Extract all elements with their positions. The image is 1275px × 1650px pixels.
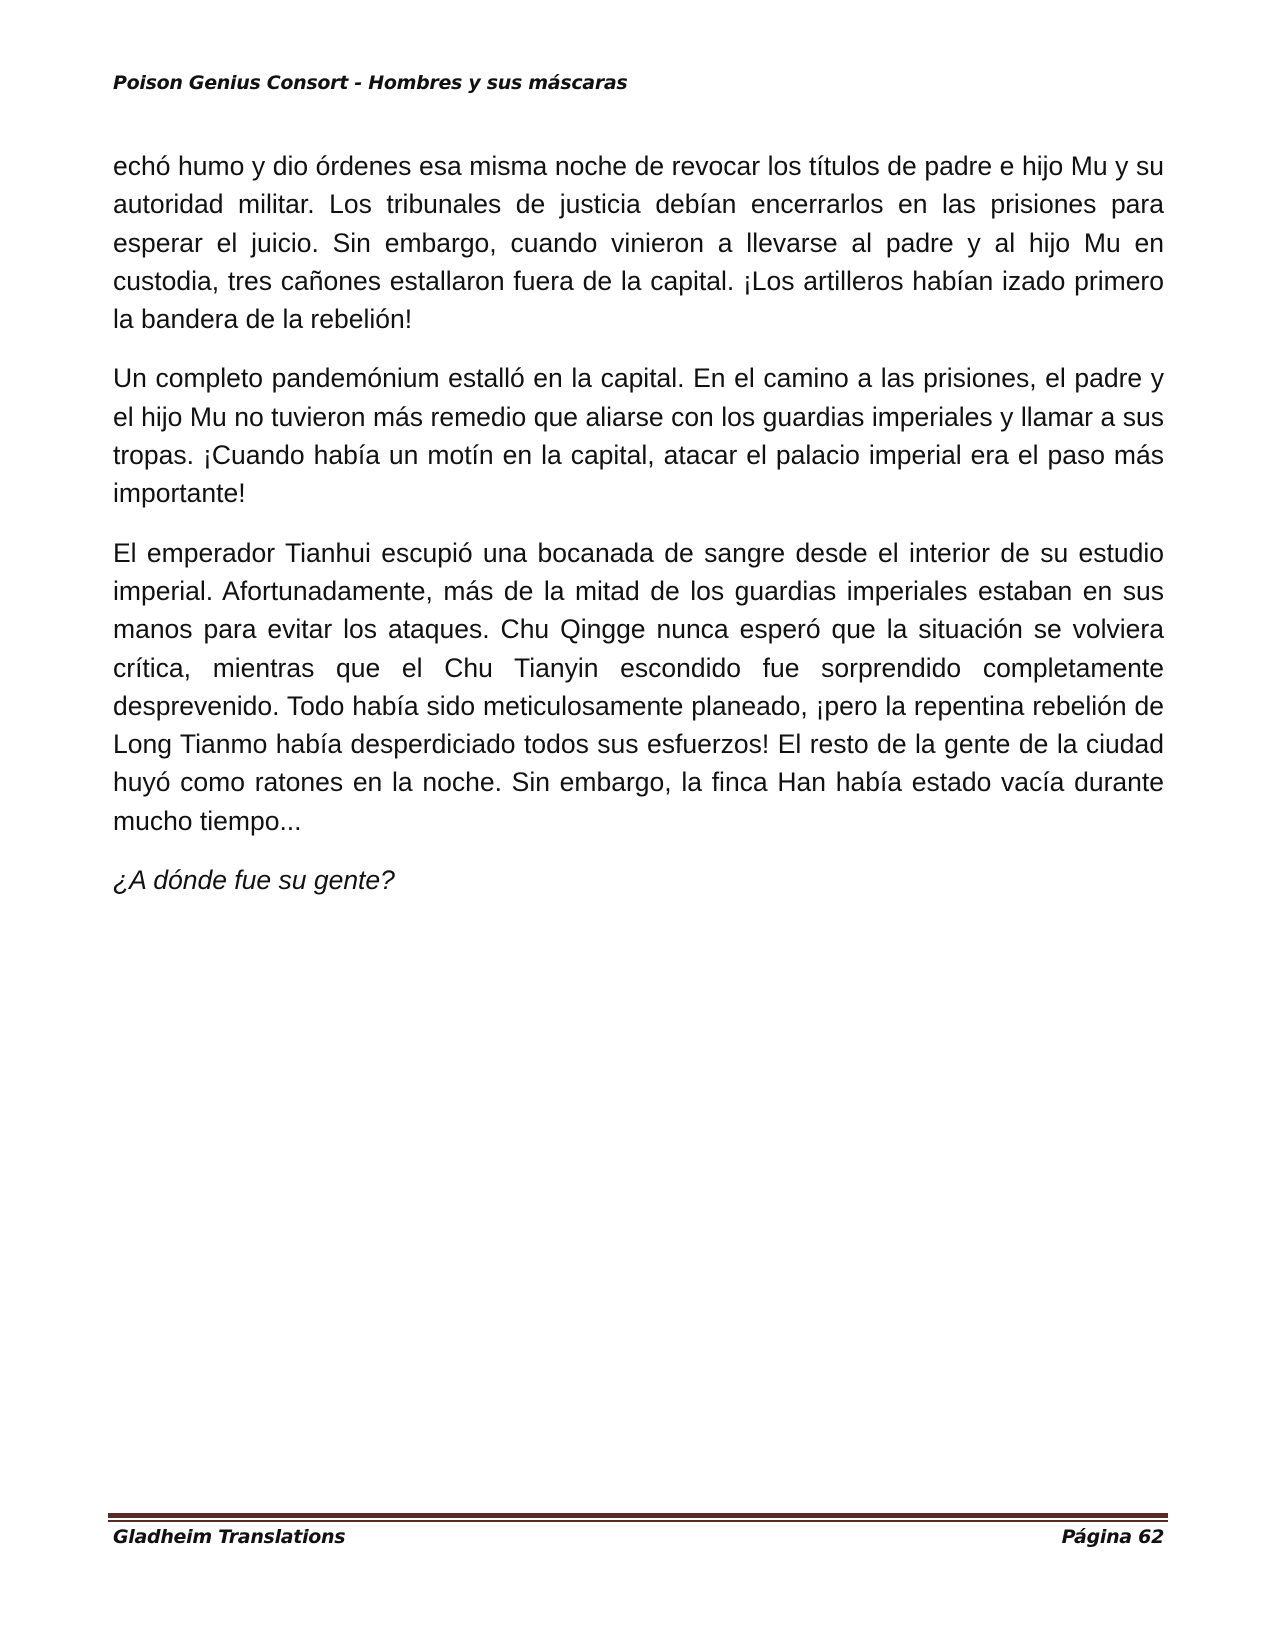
- body-paragraph-1: echó humo y dio órdenes esa misma noche de revocar los títulos de padre e hijo Mu y su autoridad militar. Los tribunales de justicia debían encerrarlos en las prisiones para esperar el juicio. Sin embargo, cuando vinieron a llevarse al padre y al hijo Mu en custodia, tres cañones estallaron fuera de la capital. ¡Los artilleros habían izado primero la bandera de la rebelión!: [113, 151, 1164, 335]
- footer-publisher: Gladheim Translations: [113, 1526, 346, 1548]
- page-body: [113, 147, 1164, 920]
- footer-divider: [108, 1513, 1168, 1522]
- body-paragraph-3: El emperador Tianhui escupió una bocanada de sangre desde el interior de su estudio imperial. Afortunadamente, más de la mitad de los guardias imperiales estaban en sus manos para evitar los ataques. Chu Qingge nunca esperó que la situación se volviera crítica, mientras que el Chu Tianyin escondido fue sorprendido completamente desprevenido. Todo había sido meticulosamente planeado, ¡pero la repentina rebelión de Long Tianmo había desperdiciado todos sus esfuerzos! El resto de la gente de la ciudad huyó como ratones en la noche. Sin embargo, la finca Han había estado vacía durante mucho tiempo...: [113, 537, 1164, 836]
- footer-page-number: Página 62: [1061, 1526, 1164, 1548]
- body-paragraph-2: Un completo pandemónium estalló en la capital. En el camino a las prisiones, el padre y el hijo Mu no tuvieron más remedio que aliarse con los guardias imperiales y llamar a sus tropas. ¡Cuando había un motín en la capital, atacar el palacio imperial era el paso más importante!: [113, 363, 1164, 509]
- footer-divider-thick-line: [108, 1513, 1168, 1518]
- body-paragraph-4: ¿A dónde fue su gente?: [113, 865, 395, 896]
- footer-divider-thin-line: [108, 1520, 1168, 1522]
- page-header-title: Poison Genius Consort - Hombres y sus máscaras: [113, 72, 628, 94]
